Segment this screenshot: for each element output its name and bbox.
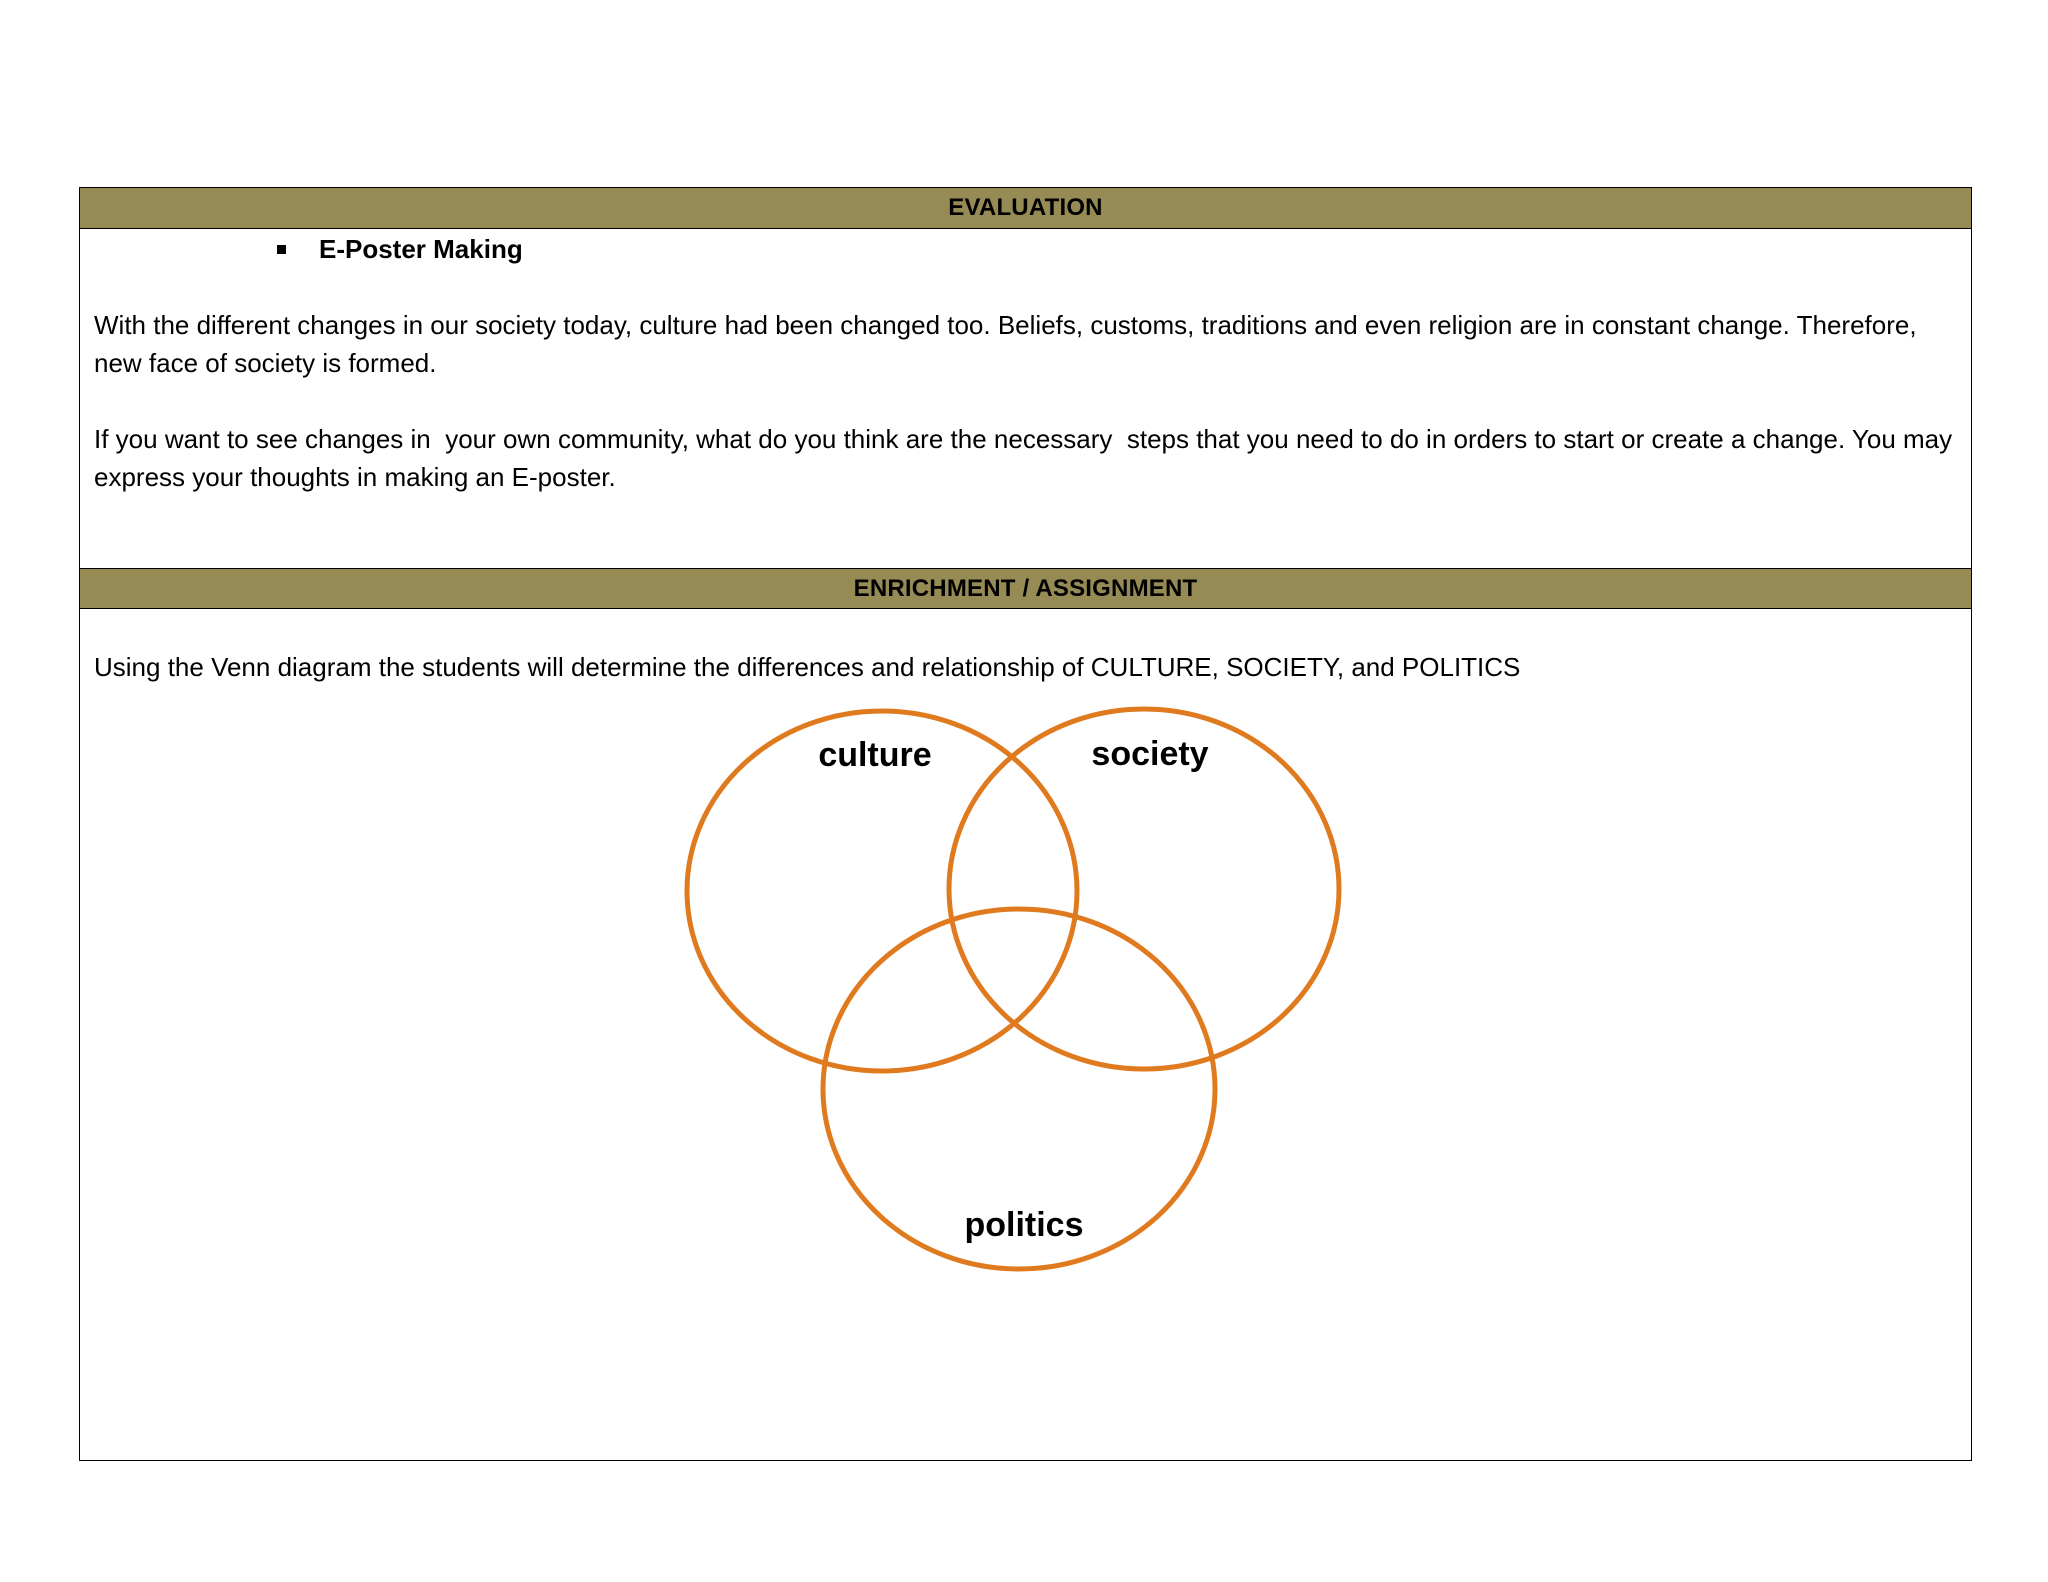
enrichment-header-title: ENRICHMENT / ASSIGNMENT (853, 574, 1198, 602)
venn-circle-politics (823, 909, 1215, 1269)
venn-label-politics: politics (964, 1206, 1084, 1244)
venn-label-society: society (1091, 735, 1209, 773)
enrichment-header (80, 568, 1971, 609)
venn-circle-society (949, 709, 1339, 1069)
lesson-table (79, 187, 1972, 1461)
evaluation-header-title: EVALUATION (948, 194, 1103, 221)
venn-label-culture: culture (818, 736, 932, 774)
square-bullet-icon (277, 245, 286, 254)
evaluation-paragraph-2: If you want to see changes in your own community, what do you think are the necessary steps that you need to do in orders to start or create a change. You may express your thoughts in making an E-poster. (94, 424, 1960, 492)
bullet-text: E-Poster Making (319, 234, 523, 264)
venn-circle-culture (687, 711, 1077, 1071)
bullet-item (277, 234, 523, 265)
evaluation-header (80, 188, 1971, 229)
enrichment-instruction: Using the Venn diagram the students will determine the differences and relationship of CULTURE, SOCIETY, and POLITICS (94, 652, 1521, 682)
evaluation-paragraph-1: With the different changes in our society today, culture had been changed too. Beliefs, customs, traditions and even religion are in constant change. Therefore, new face of society is formed. (94, 310, 1924, 378)
